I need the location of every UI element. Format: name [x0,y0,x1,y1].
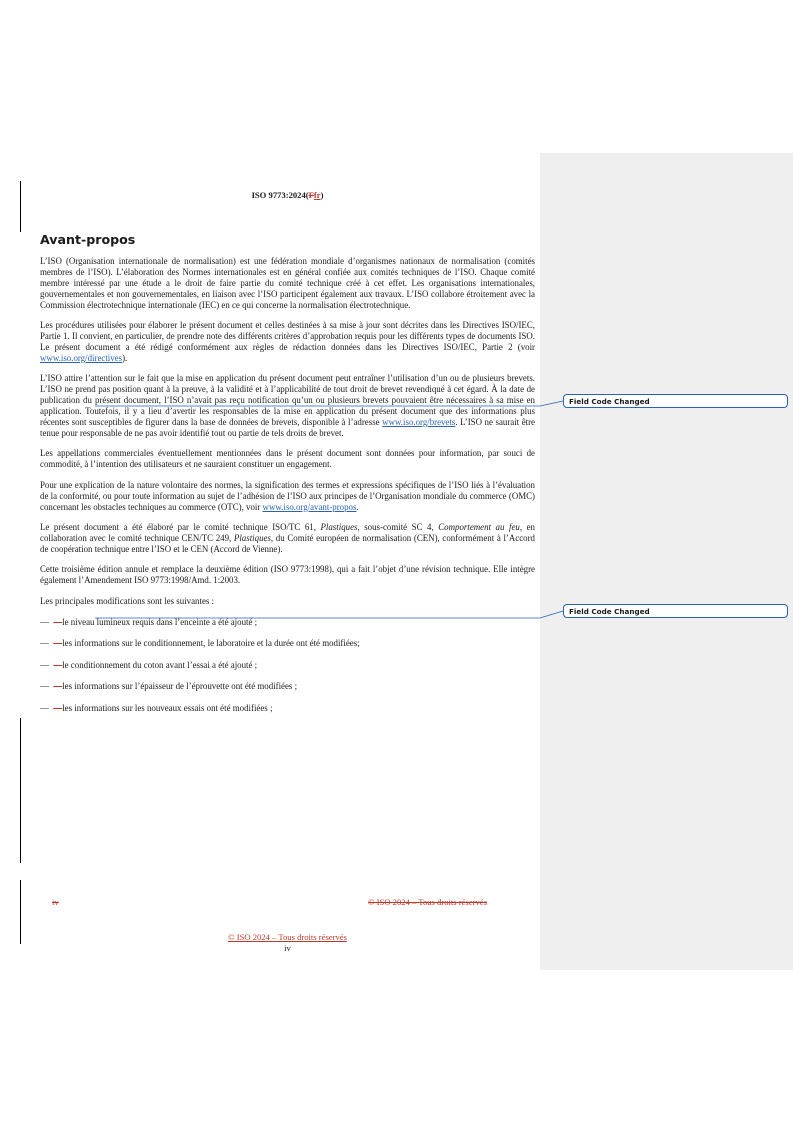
deleted-footer-page [52,897,59,907]
paragraph-4: Les appellations commerciales éventuellement mentionnées dans le présent document sont données pour information, par souci de commodité, à l’intention des utilisateurs et ne sauraient constituer un engagement. [40,448,535,470]
comment-balloon-field-code-2[interactable]: Field Code Changed [563,604,788,618]
section-heading: Avant-propos [40,232,136,247]
bullet-dash: — [40,681,49,692]
bullet-text: les informations sur l’épaisseur de l’éprouvette ont été modifiées ; [62,681,298,692]
deleted-copyright-text: © ISO 2024 – Tous droits réservés [368,897,487,907]
paragraph-6-text-2: , sous-comité SC 4, [357,522,439,533]
footer-copyright: © ISO 2024 – Tous droits réservés [228,932,347,942]
comment-leader-2 [95,611,563,618]
paragraph-6-italic-plastiques-2: Plastiques [233,533,271,543]
bullet-dash: — [40,638,49,649]
bullet-deleted-dash: — [53,659,63,670]
header-inserted-text: fr [313,190,321,200]
deleted-footer-copyright [368,897,487,907]
bullet-deleted-dash: — [53,616,63,627]
footer-page-number: iv [284,943,291,953]
paragraph-6-text-3: , en collaboration avec le comité technique CEN/TC 249, [40,522,535,543]
paragraph-7: Cette troisième édition annule et remplace la deuxième édition (ISO 9773:1998), qui a fait l’objet d’une révision technique. Elle intègre également l’Amendement ISO 9773:1998/Amd. 1:2003. [40,564,535,586]
header-title: ISO 9773:2024( [251,190,309,200]
link-directives[interactable]: www.iso.org/directives [40,352,123,363]
link-brevets[interactable]: www.iso.org/brevets [382,416,456,427]
bullet-deleted-dash: — [53,702,63,713]
paragraph-5-text: Pour une explication de la nature volontaire des normes, la signification des termes et expressions spécifiques de l’ISO liés à l’évaluation de la conformité, ou pour toute information au sujet de l’adhésion de l’ISO aux principes de l’Organisation mondiale du commerce (OMC) concernant les obstacles techniques au commerce (OTC), voir [40,479,535,512]
page-footer [40,932,535,954]
paragraph-2-end: ). [122,352,128,363]
link-avant-propos[interactable]: www.iso.org/avant-propos [262,501,357,512]
paragraph-5-end: . [356,501,359,512]
bullet-dash: — [40,659,49,670]
paragraph-2-text: Les procédures utilisées pour élaborer le présent document et celles destinées à sa mise à jour sont décrites dans les Directives ISO/IEC, Partie 1. Il convient, en particulier, de prendre note des différents critères d’approbation requis pour les différents types de documents ISO. Le présent document a été rédigé conformément aux règles de rédaction données dans les Directives ISO/IEC, Partie 2 (voir [40,320,535,352]
paragraph-6-italic-plastiques: Plastiques [320,522,358,533]
bullet-text: les informations sur les nouveaux essais ont été modifiées ; [62,702,273,713]
header-close: ) [320,190,324,200]
bullet-dash: — [40,616,49,627]
paragraph-6-italic-comportement: Comportement au feu [438,522,520,533]
bullet-deleted-dash: — [53,681,63,692]
paragraph-8: Les principales modifications sont les suivantes : [40,595,215,606]
bullet-text: les informations sur le conditionnement, le laboratoire et la durée ont été modifiées; [62,638,360,649]
bullet-deleted-dash: — [53,638,63,649]
paragraph-6-text: Le présent document a été élaboré par le comité technique ISO/TC 61, [40,522,321,533]
deleted-page-number: iv [52,897,59,907]
paragraph-3-end: . L’ISO ne saurait être tenue pour responsable de ne pas avoir identifié tout ou partie de tels droits de brevet. [40,416,535,438]
bullet-text: le conditionnement du coton avant l’essai a été ajouté ; [62,659,258,670]
comment-balloon-field-code-1[interactable]: Field Code Changed [563,394,788,408]
paragraph-1: L’ISO (Organisation internationale de normalisation) est une fédération mondiale d’organismes nationaux de normalisation (comités membres de l’ISO). L’élaboration des Normes internationales est en général confiée aux comités techniques de l’ISO. Chaque comité membre intéressé par une étude a le droit de faire partie du comité technique créé à cet effet. Les organisations internationales, gouvernementales et non gouvernementales, en liaison avec l’ISO participent également aux travaux. L’ISO collabore étroitement avec la Commission électrotechnique internationale (IEC) en ce qui concerne la normalisation électrotechnique. [40,256,535,310]
header-deleted-text: F [308,190,314,200]
paragraph-3-text: L’ISO attire l’attention sur le fait que la mise en application du présent document peut entraîner l’utilisation d’un ou de plusieurs brevets. L’ISO ne prend pas position quant à la preuve, à la validité et à l’applicabilité de tout droit de brevet revendiqué à cet égard. À la date de publication du présent document, l’ISO n’avait pas reçu notification qu’un ou plusieurs brevets pouvaient être nécessaires à sa mise en application. Toutefois, il y a lieu d’avertir les responsables de la mise en application du présent document que des informations plus récentes sont susceptibles de figurer dans la base de données de brevets, disponible à l’adresse [40,373,535,427]
bullet-text: le niveau lumineux requis dans l’enceinte a été ajouté ; [62,616,258,627]
comment-leader-1 [95,401,563,406]
bullet-dash: — [40,702,49,713]
paragraph-6-text-4: , du Comité européen de normalisation (CEN), conformément à l’Accord de coopération technique entre l’ISO et le CEN (Accord de Vienne). [40,533,535,554]
